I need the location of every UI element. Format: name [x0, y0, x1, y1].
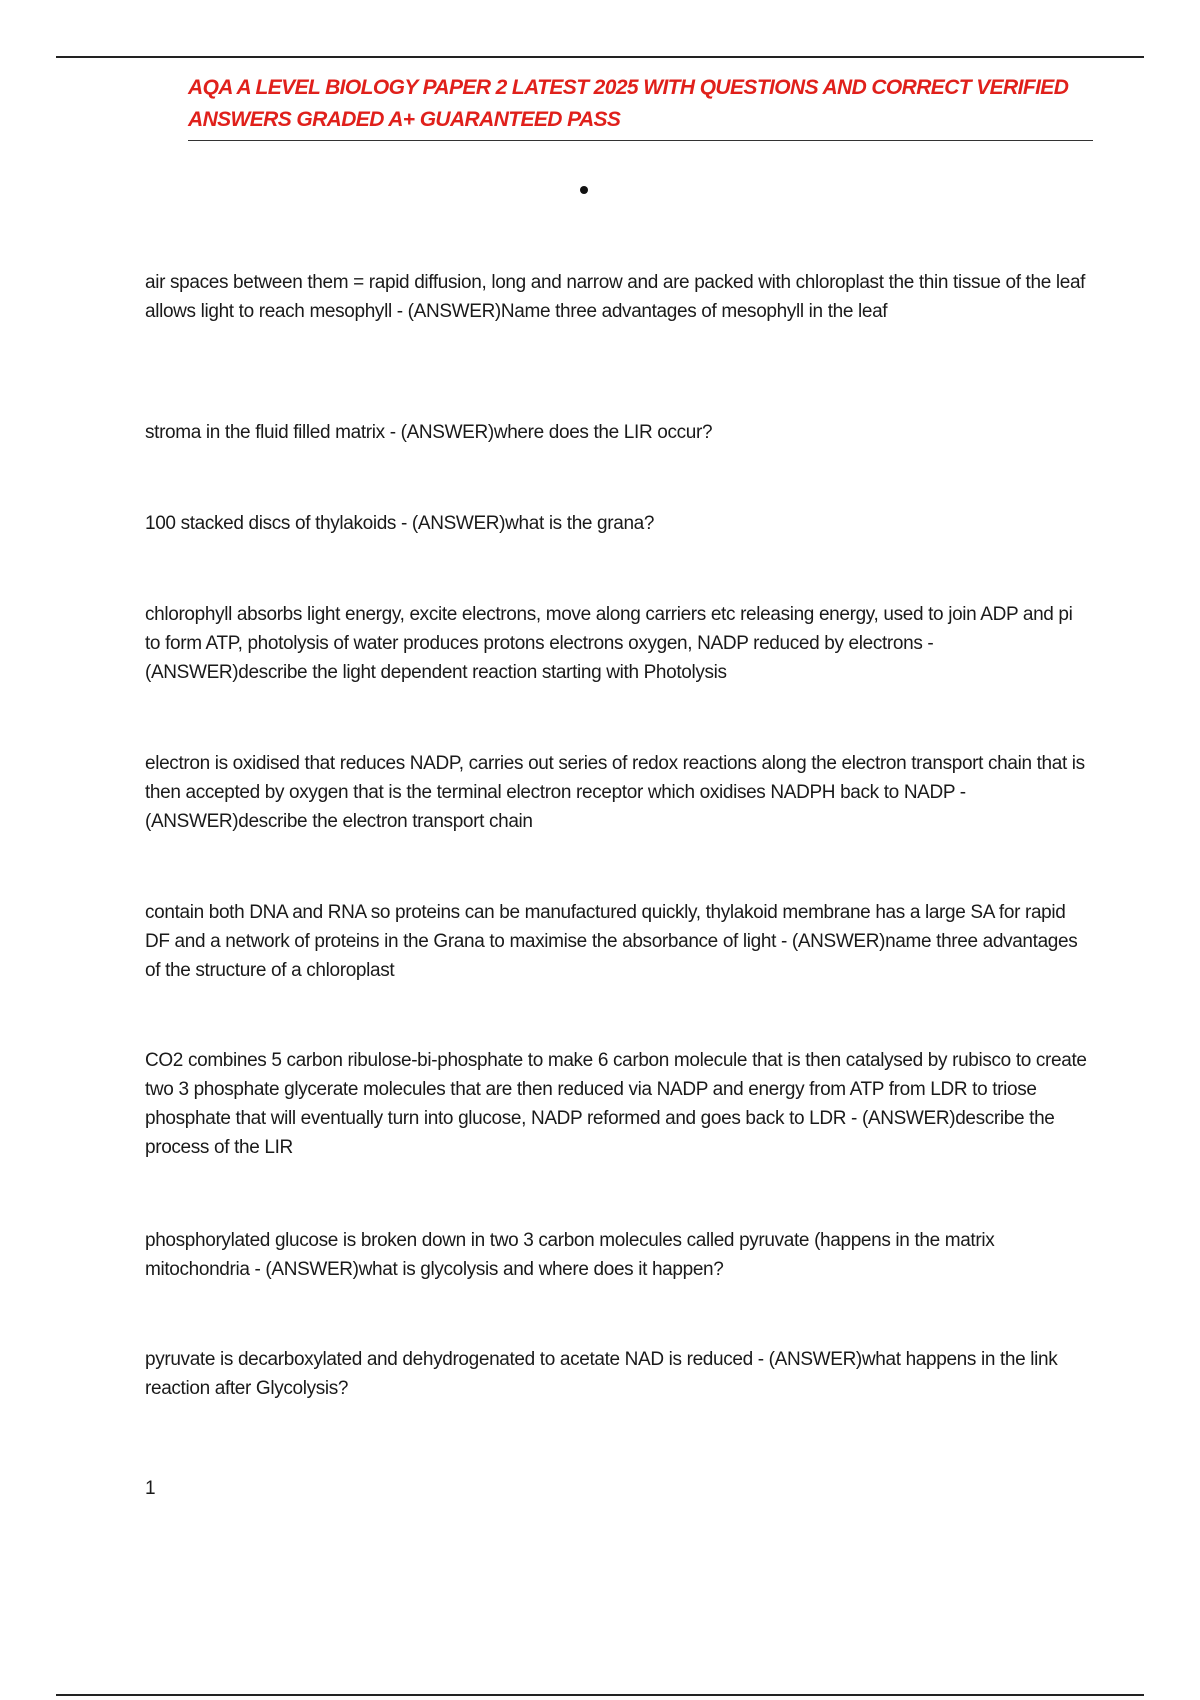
- header-rule: [56, 56, 1144, 58]
- qa-entry-mesophyll: air spaces between them = rapid diffusion, long and narrow and are packed with chloroplast the thin tissue of the leaf allows light to reach mesophyll - (ANSWER)Name three advantages of mesophyll in the leaf: [145, 272, 1086, 322]
- document-title: AQA A LEVEL BIOLOGY PAPER 2 LATEST 2025 WITH QUESTIONS AND CORRECT VERIFIED ANSWERS GRADED A+ GUARANTEED PASS: [188, 72, 1093, 141]
- qa-entry-light-dependent-reaction: chlorophyll absorbs light energy, excite electrons, move along carriers etc releasing energy, used to join ADP and pi to form ATP, photolysis of water produces protons electrons oxygen, NADP reduced by electrons - (ANSWER)describe the light dependent reaction starting with Photolysis: [145, 604, 1073, 683]
- bullet-point: [580, 186, 588, 194]
- qa-entry-grana: 100 stacked discs of thylakoids - (ANSWER)what is the grana?: [145, 513, 655, 534]
- qa-entry-electron-transport-chain: electron is oxidised that reduces NADP, carries out series of redox reactions along the electron transport chain that is then accepted by oxygen that is the terminal electron receptor which oxidises NADPH back to NADP - (ANSWER)describe the electron transport chain: [145, 753, 1085, 832]
- qa-entry-lir-location: stroma in the fluid filled matrix - (ANSWER)where does the LIR occur?: [145, 422, 713, 443]
- qa-entry-link-reaction: pyruvate is decarboxylated and dehydrogenated to acetate NAD is reduced - (ANSWER)what happens in the link reaction after Glycolysis?: [145, 1349, 1058, 1399]
- qa-entry-glycolysis: phosphorylated glucose is broken down in two 3 carbon molecules called pyruvate (happens in the matrix mitochondria - (ANSWER)what is glycolysis and where does it happen?: [145, 1230, 995, 1280]
- qa-entry-lir-process: CO2 combines 5 carbon ribulose-bi-phosphate to make 6 carbon molecule that is then catalysed by rubisco to create two 3 phosphate glycerate molecules that are then reduced via NADP and energy from ATP from LDR to triose phosphate that will eventually turn into glucose, NADP reformed and goes back to LDR - (ANSWER)describe the process of the LIR: [145, 1050, 1087, 1158]
- page-number: 1: [145, 1478, 156, 1499]
- footer-rule: [56, 1694, 1144, 1696]
- qa-entry-chloroplast-structure: contain both DNA and RNA so proteins can be manufactured quickly, thylakoid membrane has a large SA for rapid DF and a network of proteins in the Grana to maximise the absorbance of light - (ANSWER)name three advantages of the structure of a chloroplast: [145, 902, 1078, 981]
